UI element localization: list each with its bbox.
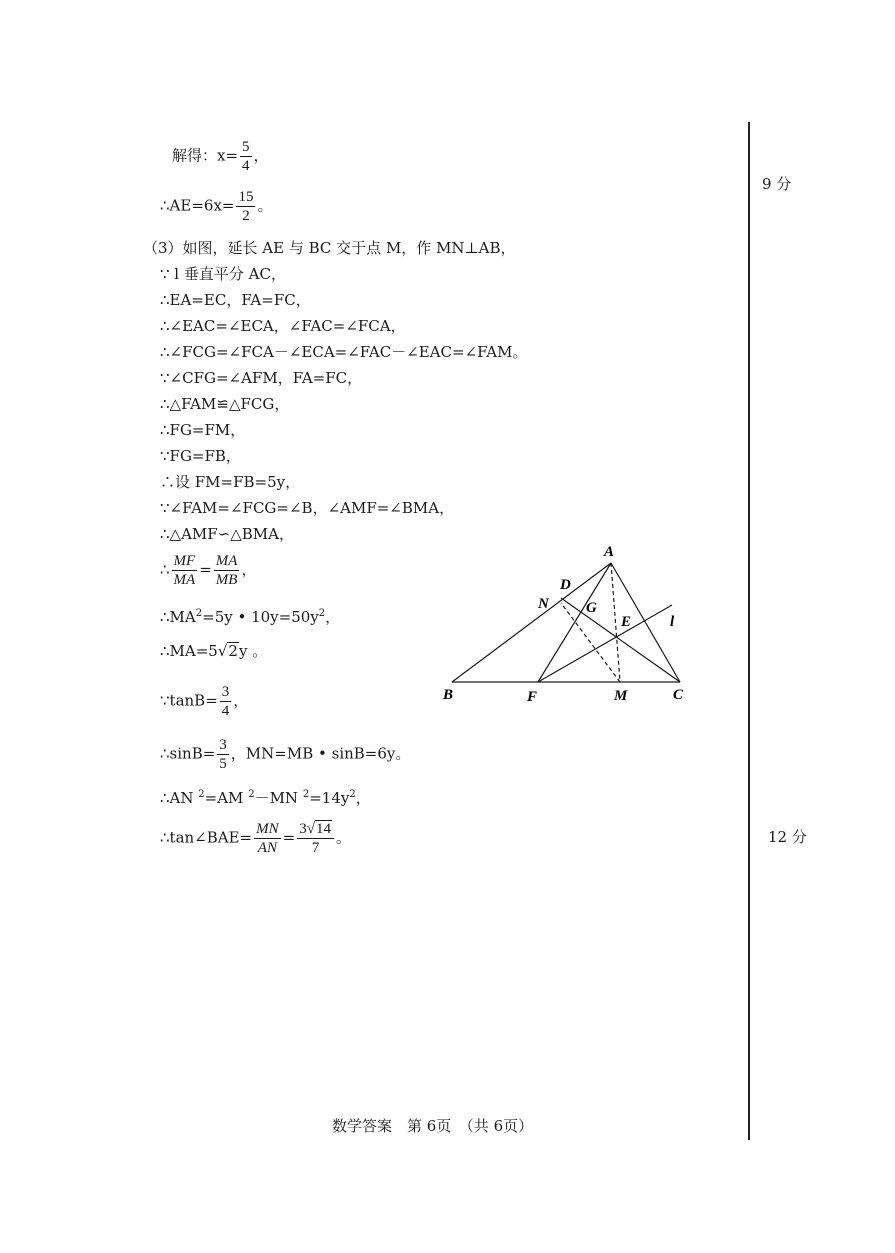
solution-line-14: ∴△AMF∽△BMA， xyxy=(160,525,294,543)
solution-line-20: ∴AN $^2$=AM $^2$－MN $^2=14y^2$， xyxy=(160,789,371,807)
solution-line-7: ∴∠FCG=∠FCA－∠ECA=∠FAC－∠EAC=∠FAM。 xyxy=(160,343,528,361)
solution-line-19: ∴sinB= $\frac{3}{5}$ ，MN=MB • sinB=6y。 xyxy=(160,737,411,772)
page-footer: 数学答案 第 6页 （共 6页） xyxy=(332,1117,534,1135)
solution-line-15: ∴ $\frac{MF}{MA}$ = $\frac{MA}{MB}$ ， xyxy=(160,553,257,588)
geometry-figure xyxy=(430,535,710,710)
segment-AM-dashed xyxy=(611,563,620,682)
solution-line-17: ∴MA=5√2y 。 xyxy=(160,642,268,660)
label-D: D xyxy=(560,577,571,593)
solution-line-12: ∴设 FM=FB=5y， xyxy=(160,473,301,491)
label-B: B xyxy=(443,687,454,703)
solution-line-1: 解得：x= $\frac{5}{4}$ ， xyxy=(172,139,269,174)
label-G: G xyxy=(586,600,597,616)
solution-line-8: ∵∠CFG=∠AFM，FA=FC， xyxy=(160,369,363,387)
score-mark-9: 9 分 xyxy=(762,175,792,193)
label-M: M xyxy=(614,688,628,704)
solution-line-16: $\therefore MA^2=5y$ • $10y=50y^2$， xyxy=(160,608,341,626)
label-C: C xyxy=(673,687,684,703)
margin-divider xyxy=(748,122,750,1140)
solution-line-21: ∴tan∠BAE= $\frac{MN}{AN}$ = $\frac{3√14}{7}$ 。 xyxy=(160,821,351,856)
label-N: N xyxy=(538,596,549,612)
line-l xyxy=(538,605,672,682)
solution-line-13: ∵∠FAM=∠FCG=∠B，∠AMF=∠BMA， xyxy=(160,499,455,517)
solution-line-10: ∴FG=FM， xyxy=(160,421,246,439)
segment-BA xyxy=(452,563,611,682)
label-l: l xyxy=(670,614,675,630)
solution-line-4: ∵ l 垂直平分 AC， xyxy=(160,265,286,283)
solution-line-5: ∴EA=EC，FA=FC， xyxy=(160,291,311,309)
label-F: F xyxy=(527,689,538,705)
segment-FA xyxy=(538,563,611,682)
solution-line-6: ∴∠EAC=∠ECA，∠FAC=∠FCA， xyxy=(160,317,406,335)
solution-line-18: ∵tanB= $\frac{3}{4}$ ， xyxy=(160,684,249,719)
score-mark-12: 12 分 xyxy=(768,828,807,846)
solution-line-9: ∴△FAM≌△FCG， xyxy=(160,395,290,413)
part3-intro: （3）如图，延长 AE 与 BC 交于点 M，作 MN⊥AB， xyxy=(143,239,516,257)
solution-line-11: ∵FG=FB， xyxy=(160,447,241,465)
label-E: E xyxy=(621,614,632,630)
solution-line-2: ∴AE=6x= $\frac{15}{2}$ 。 xyxy=(160,189,273,224)
label-A: A xyxy=(604,544,615,560)
